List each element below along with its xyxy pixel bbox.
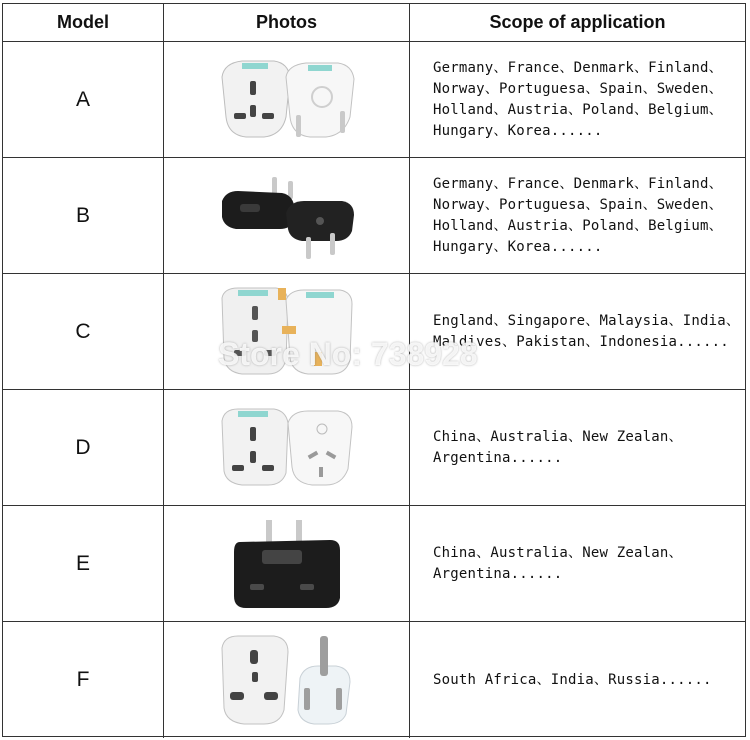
table-row — [3, 42, 745, 158]
scope-text: China、Australia、New Zealan、Argentina...... — [433, 544, 683, 582]
white-euro-plug-adapter-icon — [164, 42, 410, 157]
model-label: B — [3, 158, 164, 273]
scope-text: England、Singapore、Malaysia、India、Maldives、Pakistan、Indonesia...... — [433, 312, 741, 350]
table-row — [3, 506, 745, 622]
store-watermark: Store No: 738928 — [218, 336, 478, 372]
model-label: E — [3, 506, 164, 621]
black-euro-plug-adapter-icon — [164, 158, 410, 273]
table-row — [3, 158, 745, 274]
table-header-row — [3, 4, 745, 42]
model-label: D — [3, 390, 164, 505]
white-sa-plug-adapter-icon — [164, 622, 410, 738]
scope-text: Germany、France、Denmark、Finland、Norway、Portuguesa、Spain、Sweden、Holland、Austria、Poland、Belgium、Hungary、Korea...... — [433, 59, 723, 139]
scope-text: South Africa、India、Russia...... — [433, 671, 712, 688]
header-photos: Photos — [164, 4, 410, 41]
header-scope: Scope of application — [489, 12, 666, 32]
header-model: Model — [3, 4, 164, 41]
model-label: C — [3, 274, 164, 389]
table-row — [3, 622, 745, 738]
table-row — [3, 390, 745, 506]
model-label: A — [3, 42, 164, 157]
scope-text: China、Australia、New Zealan、Argentina...... — [433, 428, 683, 466]
white-au-plug-adapter-icon — [164, 390, 410, 505]
black-us-plug-adapter-icon — [164, 506, 410, 621]
model-label: F — [3, 622, 164, 738]
scope-text: Germany、France、Denmark、Finland、Norway、Portuguesa、Spain、Sweden、Holland、Austria、Poland、Belgium、Hungary、Korea...... — [433, 175, 723, 255]
